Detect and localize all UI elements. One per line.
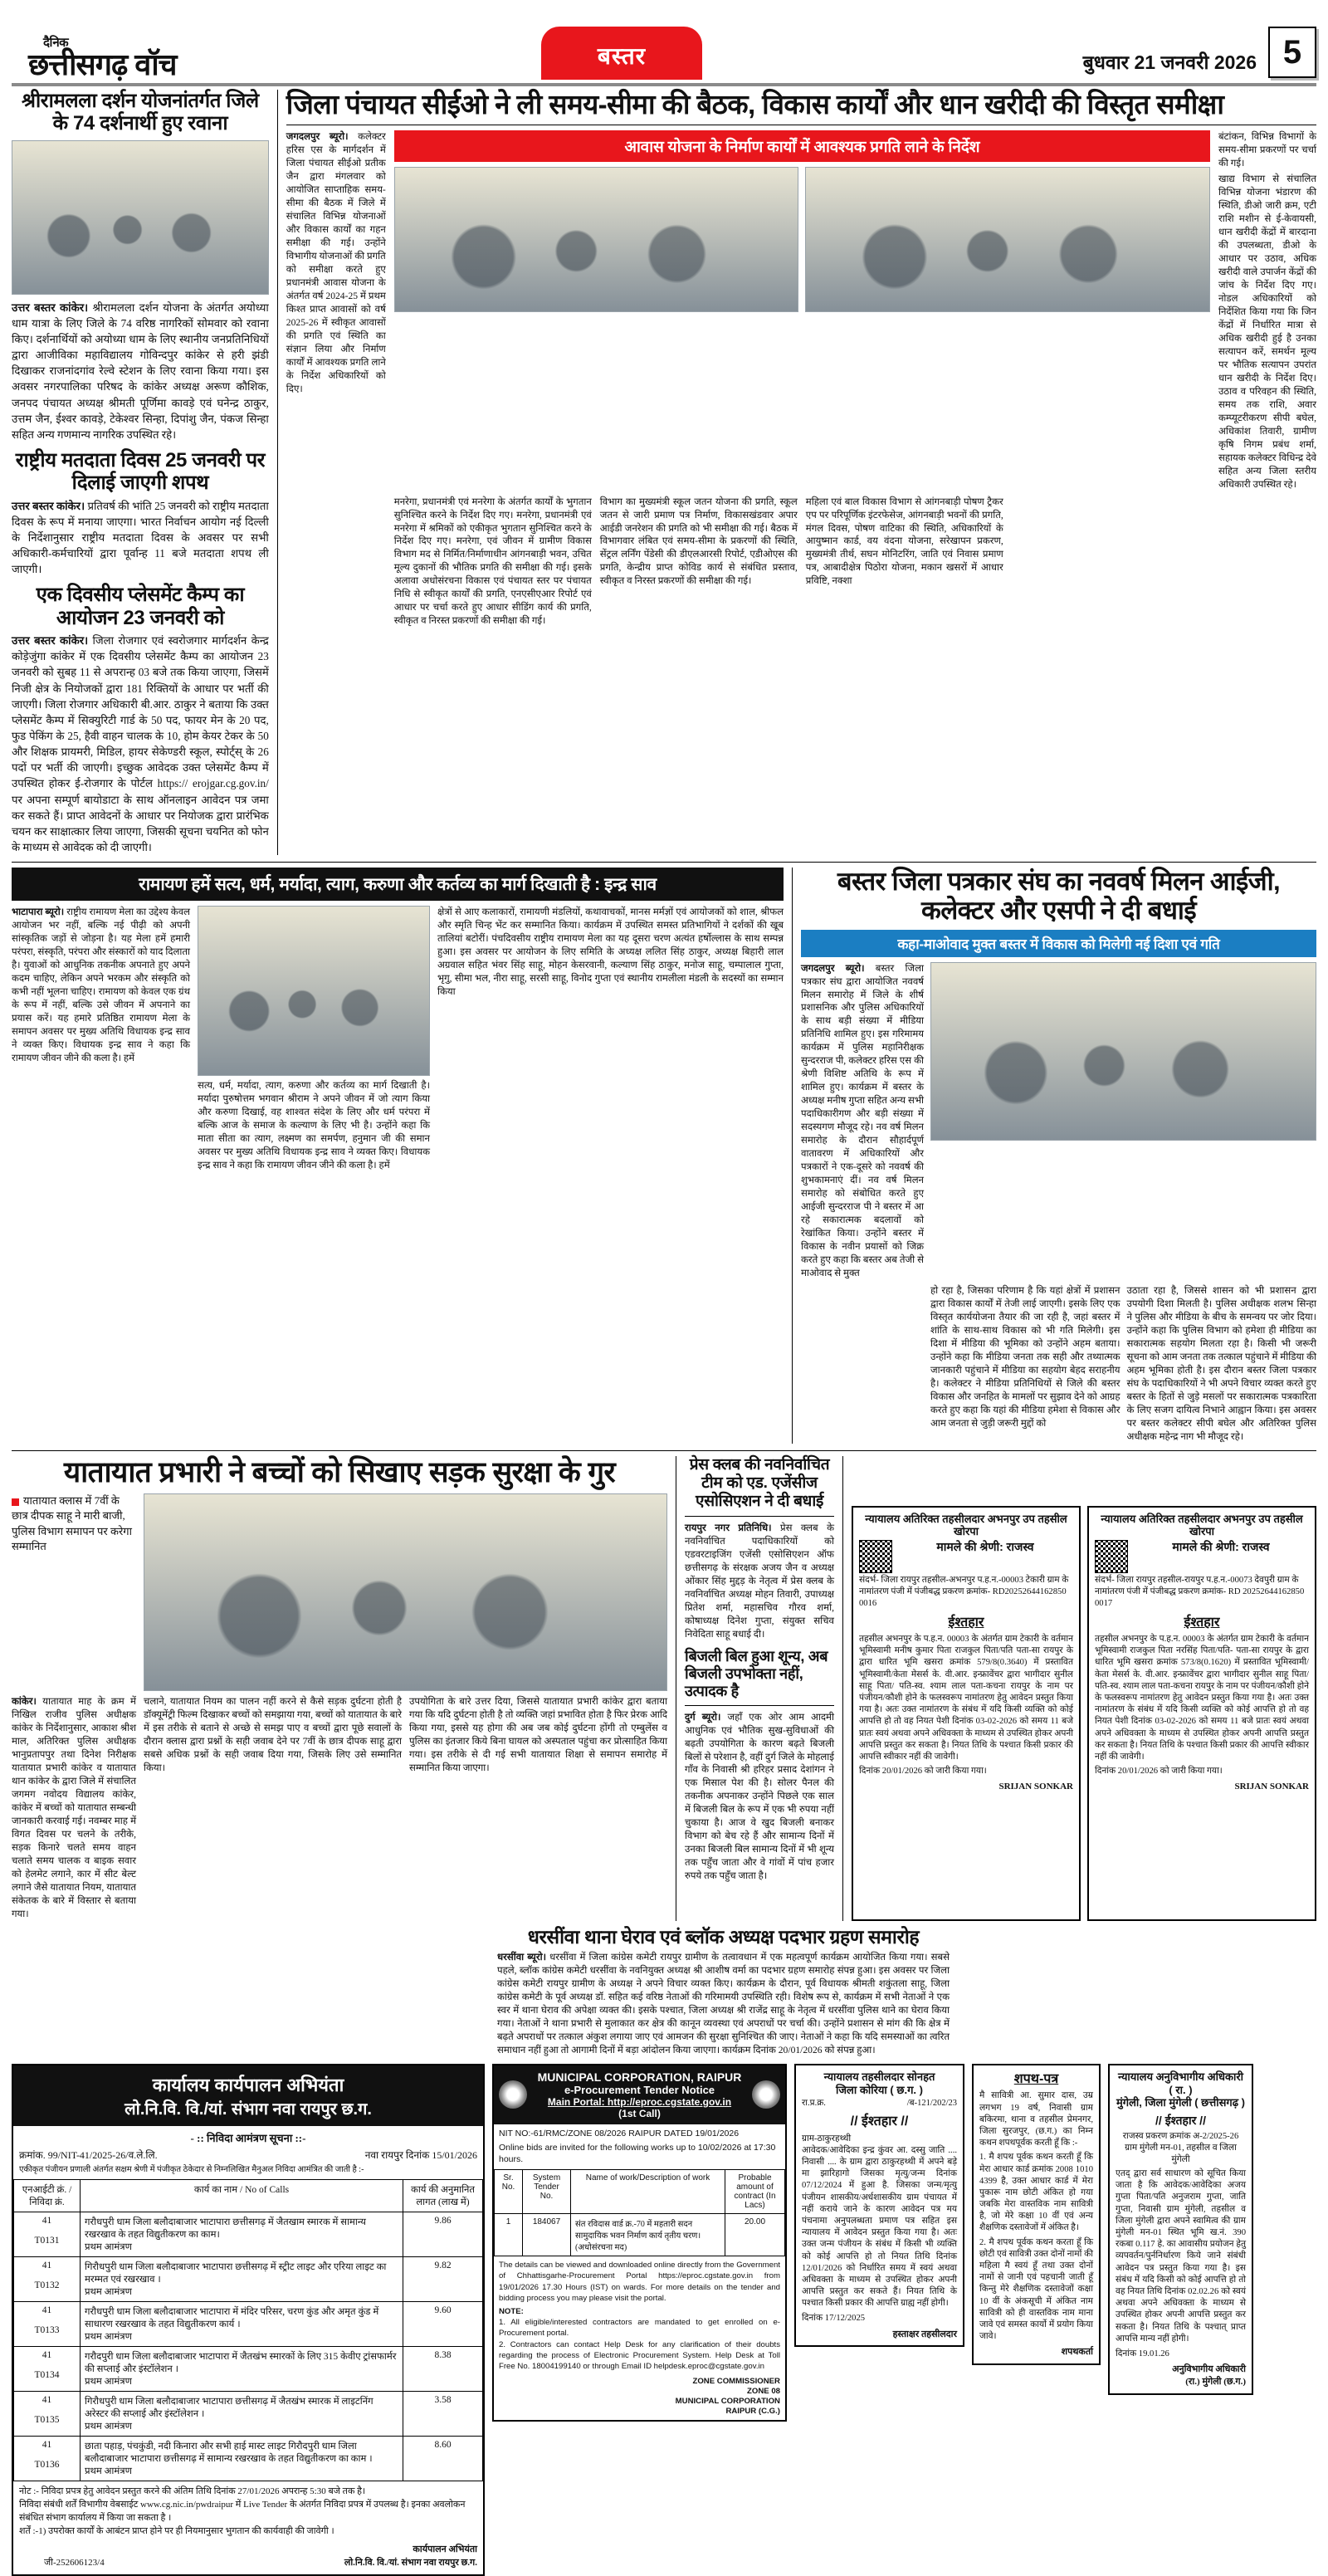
notice2-date: दिनांक 20/01/2026 को जारी किया गया।	[1095, 1767, 1223, 1777]
row1-work: गिरौधपुरी धाम जिला बलौदाबाजार भाटापारा छत्तीसगढ़ में स्ट्रीट लाइट और एरिया लाइट का मरम्मत एवं रखरखाव ।	[85, 2261, 387, 2285]
rmc-tender-box	[492, 2064, 787, 2422]
rmc-title: MUNICIPAL CORPORATION, RAIPUR	[537, 2070, 742, 2084]
rmc-zone2: ZONE 08	[747, 2387, 780, 2397]
notice-pair	[852, 1456, 1316, 1921]
notice-abhanpur-2	[1087, 1506, 1316, 1921]
table-row	[14, 2301, 483, 2346]
row4-work: गिरौधपुरी धाम जिला बलौदाबाजार भाटापारा छत्तीसगढ़ में जैतखंभ स्मारक में लाइटनिंग अरेस्टर की सप्लाई और इंस्टॉलेशन ।	[85, 2396, 374, 2419]
road-safety-section	[12, 1456, 1316, 1921]
pwd-note2: निविदा संबंधी शर्तें विभागीय वेबसाईट www.cg.nic.in/pwdraipur में Live Tender के अंतर्गत निविदा प्रपत्र में उपलब्ध है। इनका अवलोकन संबंधित संभाग कार्यालय में किया जा सकता है ।	[19, 2499, 466, 2523]
row3-call: प्रथम आमंत्रण	[85, 2376, 132, 2387]
rmc-zone1: ZONE COMMISSIONER	[692, 2377, 780, 2387]
pwd-title-2: लो.नि.वि. वि./यां. संभाग नवा रायपुर छ.ग.	[124, 2099, 372, 2119]
notice1-sign: SRIJAN SONKAR	[998, 1782, 1073, 1792]
rmc-portal: Main Portal: http://eproc.cgstate.gov.in	[547, 2095, 732, 2108]
lead-col3-text: विभाग का मुख्यमंत्री स्कूल जतन योजना की प्रगति, स्कूल जतन से जारी प्रमाण पत्र निर्माण, विकासखंडवार अपार आईडी जनरेशन की प्रगति को भी समीक्षा की गई। बैठक में विभागवार लंबित एवं समय-सीमा के प्रकरणों की स्थिति, सेंट्रल लर्निंग पेंडेसी की डीएलआरसी रिपोर्ट, एडीओएस की प्रगति, केन्द्रीय प्राप्त कोविड कार्य से संबंधित प्रस्ताव, स्वीकृत व निरस्त प्रकरणों की समीक्षा की गई।	[599, 496, 798, 587]
row3-cost: 8.38	[403, 2346, 483, 2391]
notice2-court: न्यायालय अतिरिक्त तहसीलदार अभनपुर उप तहसील खोरपा	[1101, 1512, 1303, 1538]
dharsiwa-dateline: धरसींवा ब्यूरो।	[497, 1952, 547, 1963]
notice-abhanpur-1	[852, 1506, 1081, 1921]
row5-cost: 8.60	[403, 2436, 483, 2481]
lead-col5-cont	[1012, 496, 1110, 628]
left-story2-headline: राष्ट्रीय मतदाता दिवस 25 जनवरी पर दिलाई जाएगी शपथ	[15, 448, 266, 495]
bottom-section	[12, 2064, 1316, 2576]
qr-code-icon	[859, 1540, 892, 1573]
press-club-dateline: रायपुर नगर प्रतिनिधि।	[685, 1523, 772, 1534]
mungeli-case-no: राजस्व प्रकरण क्रमांक अ-2/2025-26 ग्राम मुंगेली मन-01, तहसील व जिला मुंगेली	[1122, 2131, 1239, 2164]
lead-subhead-bar: आवास योजना के निर्माण कार्यों में आवश्यक प्रगति लाने के निर्देश	[394, 130, 1210, 162]
left-story2-text: प्रतिवर्ष की भांति 25 जनवरी को राष्ट्रीय मतदाता दिवस के रूप में मनाया जाएगा। भारत निर्वाचन आयोग नई दिल्ली के निर्देशानुसार राष्ट्रीय मतदाता दिवस के अवसर पर सभी अधिकारी-कर्मचारियों द्वारा पूर्वान्ह 11 बजे मतदाता शपथ ली जाएगी।	[12, 499, 269, 576]
rmc-emblem-icon-left	[499, 2080, 527, 2109]
lead-col4-text: महिला एवं बाल विकास विभाग से आंगनबाड़ी पोषण ट्रैकर एप पर परिपूर्णिक इंटरफेसेज, आंगनबाड़ी भवनों की प्रगति, मंगल दिवस, पोषण वाटिका की स्थिति, अधिकारियों के आयुष्मान कार्ड, वय वंदना योजना, सरेखापन प्रकरण, मुख्यमंत्री तीर्थ, सघन मोनिटरिंग, जाति एवं निवास प्रमाण पत्र, आबादीक्षेत्र पिठोरा योजना, मकान खसरों में आधार प्रविष्टि, नक्शा	[805, 496, 1003, 587]
mungeli-heading: // ईश्तहार //	[1155, 2113, 1206, 2127]
lead-col6-text: खाद्य विभाग से संचालित विभिन्न योजना भंडारण की स्थिति, डीओ जारी क्रम, एटी राशि मशीन से ई-केवायसी, धान खरीदी केंद्रों में बारदाना की उपलब्धता, डीओ के आधार पर उठाव, अधिक खरीदी वाले उपार्जन केंद्रों की जांच के निर्देश दिए गए। नोडल अधिकारियों को निर्देशित किया गया कि जिन केंद्रों में निर्धारित मात्रा से अधिक खरीदी हुई है उनका सत्यापन करें, समर्थन मूल्य पर भौतिक सत्यापन उपरांत धान खरीदी के निर्देश दिए। उठाव व परिवहन की स्थिति, समय तक राशि, अवार कम्प्यूटरीकरण सीपी बघेल, अधिकांश तिवारी, ग्रामीण कृषि निगम प्रबंध शर्मा, सहायक कलेक्टर विधिन्द्र देवे सहित अन्य जिला स्तरीय अधिकारी उपस्थित रहे।	[1218, 173, 1316, 490]
bijli-body	[685, 1711, 834, 1884]
rmc-tender-table	[494, 2169, 785, 2256]
row2-call: प्रथम आमंत्रण	[85, 2331, 132, 2342]
row2-tender: T0133	[34, 2324, 60, 2335]
press-club-body	[685, 1522, 834, 1641]
road-safety-col3-text: उपयोगिता के बारे उत्तर दिया, जिससे यातायात प्रभारी कांकेर द्वारा बताया गया कि यदि दुर्घटना होती है तो व्यक्ति जहां प्रभावित होता है फिर प्रेरक आदि किया गया, इससे यह होगा की अब जब कोई दुर्घटना होंगी तो एम्बुलेंस व पुलिस का इंतजार किये बिना घायल को अस्पताल पहुंचा कर प्रोत्साहित किया गया। इस तरीके से दी गई सभी यातायात शिक्षा से समापन समारोह में सम्मानित किया जाएगा।	[409, 1696, 667, 1774]
road-safety-bullet-text: यातायात क्लास में 7वीं के छात्र दीपक साहू ने मारी बाजी, पुलिस विभाग समापन पर करेगा सम्मानित	[12, 1494, 132, 1552]
rmc-row0-amount: 20.00	[725, 2214, 785, 2256]
notice-sonhat	[794, 2064, 964, 2347]
lead-col6-wrap	[1218, 130, 1316, 491]
left-story1-headline: श्रीरामलला दर्शन योजनांतर्गत जिले के 74 दर्शनार्थी हुए रवाना	[22, 90, 259, 135]
left-story1-text: श्रीरामलला दर्शन योजना के अंतर्गत अयोध्या धाम यात्रा के लिए जिले के 74 वरिष्ठ नागरिकों सोमवार को रवाना किए। दर्शनार्थियों को अयोध्या धाम के लिए स्थानीय जनप्रतिनिधियों द्वारा आजीविका महाविद्यालय गोविन्दपुर कांकेर से हरी झंडी दिखाकर राजनांदगांव रेल्वे स्टेशन के लिए रवाना किया गया। इस अवसर नगरपालिका परिषद के कांकेर अध्यक्ष अरूण कौशिक, जनपद पंचायत अध्यक्ष श्रीमती पूर्णिमा कावड़े एवं घनेन्द्र ठाकुर, उत्तम जैन, ईश्वर कावड़े, टेकेश्वर सिन्हा, दिपांशु जैन, पंकज सिन्हा सहित अन्य गणमान्य नागरिक उपस्थित रहे।	[12, 301, 269, 441]
road-safety-col0	[12, 1695, 136, 1921]
pwd-col-nit: एनआईटी क्रं. / निविदा क्रं.	[14, 2179, 81, 2212]
dharsiwa-headline: धरसींवा थाना घेराव एवं ब्लॉक अध्यक्ष पदभार ग्रहण समारोह	[527, 1925, 920, 1948]
rmc-note-head: NOTE:	[499, 2306, 524, 2316]
lead-photo-1	[394, 167, 799, 312]
left-story3-headline: एक दिवसीय प्लेसमेंट कैम्प का आयोजन 23 जनवरी को	[36, 584, 245, 629]
sonhat-sign: हस्ताक्षर तहसीलदार	[892, 2329, 957, 2339]
lead-top-row	[286, 130, 1316, 491]
left-story2-dateline: उत्तर बस्तर कांकेर।	[12, 499, 85, 512]
lead-col2-text: मनरेगा, प्रधानमंत्री एवं मनरेगा के अंतर्गत कार्यों के भुगतान सुनिश्चित करने के निर्देश दिए गए। मनरेगा, प्रधानमंत्री एवं मनरेगा में श्रमिकों को एकीकृत भुगतान सुनिश्चित करने के निर्देश दिए गए। मनरेगा, एवं जीवन में ग्रामीण विकास विभाग मद से निर्मित/निर्माणाधीन आंगनबाड़ी भवन, उचित मूल्य दुकानों की भौतिक प्रगति की समीक्षा की गई। इसके अलावा अधोसंरचना विकास एवं पंचायत स्तर पर पंचायत निधि से स्वीकृत कार्यों की प्रगति, एनएसीएआर रिपोर्ट एवं आधार पर चर्चा करते हुए आधार सीडिंग कार्य की प्रगति, स्वीकृत व निरस्त प्रकरणों की समीक्षा की गई।	[393, 496, 592, 627]
row0-tender: T0131	[34, 2235, 60, 2246]
dharsiwa-text: धरसींवा में जिला कांग्रेस कमेटी रायपुर ग्रामीण के तत्वावधान में एक महत्वपूर्ण कार्यक्रम आयोजित किया गया। सबसे पहले, ब्लॉक कांग्रेस कमेटी धरसींवा के नवनियुक्त अध्यक्ष श्री आशीष वर्मा का पदभार ग्रहण समारोह संपन्न हुआ। इस अवसर पर जिला कांग्रेस कमेटी रायपुर ग्रामीण के अध्यक्ष ने अपने विचार व्यक्त किए। कार्यक्रम के दौरान, पूर्व विधायक श्रीमती शकुंतला साहू, जिला कांग्रेस कमेटी के पूर्व अध्यक्ष डॉ. सहित कई वरिष्ठ नेताओं की गरिमामयी उपस्थिति रही। विशेष रूप से, कार्यक्रम में सभी नेताओं ने एक स्वर में थाना घेराव की अपेक्षा व्यक्त की। इसके पश्चात, जिला अध्यक्ष श्री राजेंद्र साहू के नेतृत्व में धरसींवा पुलिस थाने का घेराव किया गया। नेताओं ने थाना प्रभारी से मुलाकात कर क्षेत्र की कानून व्यवस्था एवं अपराधों पर चर्चा की। उन्होंने प्रशासन से मांग की कि क्षेत्र में बढ़ते अपराधों पर तत्काल अंकुश लगाया जाए एवं आमजन की सुरक्षा सुनिश्चित की जाए। नेताओं ने कहा कि यदि समस्याओं का त्वरित समाधान नहीं हुआ तो आगामी दिनों में बड़ा आंदोलन किया जाएगा। कार्यक्रम दिनांक 20/01/2026 को संपन्न हुआ।	[497, 1952, 950, 2055]
left-story1-photo	[12, 140, 269, 295]
ramayan-story	[12, 868, 784, 1444]
rmc-note2: 2. Contractors can contact Help Desk for any clarification of their doubts regarding the process of Electronic Procurement System. Help Desk at Toll Free No. 18004199140 or through Email ID helpdesk.eproc@cgstate.gov.in	[499, 2339, 780, 2372]
rmc-emblem-icon-right	[752, 2080, 780, 2109]
road-safety-col1-text: यातायात माह के क्रम में निखिल राजीव पुलिस अधीक्षक कांकेर के निर्देशानुसार, आकाश श्रीश माल, अतिरिक्त पुलिस अधीक्षक भानुप्रतापपुर तथा दिनेश निरीक्षक यातायात प्रभारी कांकेर व यातायात थान कांकेर के द्वारा जिले में संचालित जगमग नवोदय विद्यालय कांकेर, कांकेर में बच्चों को यातायात सम्बन्धी जानकारी करवाई गई। नवम्बर माह में विगत दिवस पर चलने के तरीके, सड़क किनारे चलते समय वाहन चलाते समय चालक व बाइक सवार को हेलमेट लगाने, कार में सीट बेल्ट लगाने जैसे यातायात नियम, यातायात संकेतक के बारे में विस्तार से बताया गया।	[12, 1696, 136, 1919]
left-story1-body	[12, 300, 269, 442]
sonhat-title-2: जिला कोरिया ( छ.ग. )	[836, 2083, 923, 2096]
lead-dateline: जगदलपुर ब्यूरो।	[286, 130, 349, 142]
patrakar-subhead-bar: कहा-माओवाद मुक्त बस्तर में विकास को मिलेगी नई दिशा एवं गति	[801, 930, 1316, 957]
press-club-story	[685, 1456, 834, 1921]
pwd-note3: शर्तें :-1) उपरोक्त कार्यों के आबंटन प्राप्त होने पर ही नियमानुसार भुगतान की कार्यवाही की जावेगी ।	[19, 2525, 334, 2536]
lead-col1	[286, 130, 386, 491]
section-banner-wrap	[261, 27, 983, 80]
left-story2-body	[12, 498, 269, 578]
ramayan-col3-text: क्षेत्रों से आए कलाकारों, रामायणी मंडलियों, कथावाचकों, मानस मर्मज्ञों एवं आयोजकों को शाल, श्रीफल और स्मृति चिन्ह भेंट कर सम्मानित किया। कार्यक्रम में उपस्थित समस्त प्रतिभागियों ने दर्शकों की खूब तालियां बटोरीं। पंचदिवसीय राष्ट्रीय रामायण मेला का यह दूसरा चरण अत्यंत हर्षोल्लास के साथ सम्पन्न हुआ। इस अवसर पर आयोजन के लिए समिति के अध्यक्ष ललित सिंह ठाकुर, अध्यक्ष बिहारी लाल अग्रवाल सहित भंवर सिंह साहू, मोहन केसरवानी, कल्याण सिंह ठाकुर, मनोज साहू, चम्पालाल गुप्ता, भृगु, सीमा भल, नीरा साहू, सरसी साहू, विनोद गुप्ता एवं स्थानीय रामलीला मंडली के सदस्यों का सम्मान किया	[437, 907, 784, 997]
table-row	[14, 2391, 483, 2436]
notice-affidavit	[972, 2064, 1101, 2365]
column-separator-2	[792, 868, 793, 1444]
notice2-heading: ईश्तहार	[1184, 1615, 1220, 1630]
pwd-tender-header	[13, 2065, 483, 2126]
bullet-square-icon	[12, 1498, 19, 1506]
page-number: 5	[1268, 27, 1316, 78]
road-safety-story	[12, 1456, 667, 1921]
bijli-dateline: दुर्ग ब्यूरो।	[685, 1711, 721, 1723]
sonhat-case-no: /ब-121/202/23	[906, 2099, 957, 2109]
table-row	[14, 2212, 483, 2256]
row2-work: गरौधपुरी धाम जिला बलौदाबाजार भाटापारा में मंदिर परिसर, चरण कुंड और अमृत कुंड में साधारण रखरखाव के तहत विद्युतीकरण कार्य ।	[85, 2306, 379, 2329]
masthead	[12, 8, 1316, 80]
sonhat-village: ग्राम-ठाकुरहथ्थी	[802, 2134, 852, 2143]
affidavit-title: शपथ-पत्र	[1013, 2071, 1059, 2086]
bijli-rule	[685, 1705, 834, 1706]
ramayan-headline: रामायण हमें सत्य, धर्म, मर्यादा, त्याग, करुणा और कर्तव्य का मार्ग दिखाती है : इन्द्र साव	[12, 868, 784, 901]
notice1-heading: ईश्तहार	[948, 1615, 984, 1630]
pwd-tender-table	[13, 2179, 483, 2481]
rmc-nit-line: NIT NO:-61/RMC/ZONE 08/2026 RAIPUR DATED 19/01/2026	[499, 2128, 740, 2139]
ramayan-photo	[198, 906, 430, 1076]
notice2-sign: SRIJAN SONKAR	[1234, 1782, 1309, 1792]
pwd-col-work: कार्य का नाम / No of Calls	[81, 2179, 403, 2212]
rmc-call: (1st Call)	[618, 2107, 661, 2119]
publication-logo	[12, 37, 261, 80]
road-safety-bottom	[12, 1695, 667, 1921]
ramayan-col1	[12, 906, 190, 1172]
patrakar-col1-cont	[801, 1284, 924, 1444]
notice1-body: तहसील अभनपुर के प.ह.न. 00003 के अंतर्गत ग्राम टेकारी के वर्तमान भूमिस्वामी मनीष कुमार पिता राजकुल पिता/पति पता-सा रायपुर के द्वारा धारित भूमि खसरा क्रमांक 579/8(0.3640) में प्रस्तावित भूमिस्वामी/केता मेसर्स के. वी.आर. इन्फ्रावेंचर द्वारा भागीदार सुनील साहू पिता/ पति-स्व. श्याम लाल पता-कचना रायपुर के नाम पर पंजीयन/कौशी होने के फलस्वरूप नामांतरण हेतु आवेदन प्रस्तुत किया गया है। अतः उक्त नामांतरण के संबंध में यदि किसी व्यक्ति को कोई आपत्ति हो तो वह नियत पेशी दिनांक 03-02-2026 को समय 11 बजे प्रातः स्वयं अथवा अपने अधिवक्ता के माध्यम से उपस्थित होकर अपनी आपत्ति प्रस्तुत कर सकता है। नियत तिथि के पश्चात किसी प्रकार की आपत्ति स्वीकार नहीं की जावेगी।	[859, 1635, 1073, 1762]
lead-bottom-row	[286, 496, 1316, 628]
rmc-zone3: MUNICIPAL CORPORATION	[675, 2397, 780, 2407]
column-separator-1	[277, 90, 278, 855]
patrakar-headline: बस्तर जिला पत्रकार संघ का नववर्ष मिलन आईजी, कलेक्टर और एसपी ने दी बधाई	[837, 867, 1281, 925]
rmc-row0-work: संत रविदास वार्ड क्र.-70 में महतारी सदन सामुदायिक भवन निर्माण कार्य तृतीय चरण। (अधोसंरचना मद)	[571, 2214, 725, 2256]
dharsiwa-story	[497, 1926, 950, 2057]
row4-nit: 41	[42, 2394, 52, 2405]
rmc-table-header-row	[495, 2170, 785, 2214]
table-row	[14, 2436, 483, 2481]
lead-photo-row	[394, 167, 1210, 312]
rmc-col-work: Name of work/Description of work	[571, 2170, 725, 2214]
road-safety-photo	[144, 1493, 667, 1691]
patrakar-photo	[930, 962, 1316, 1141]
row5-tender: T0136	[34, 2459, 60, 2470]
mungeli-body: एतद् द्वारा सर्व साधारण को सूचित किया जाता है कि आवेदक/आवेदिका अजय गुप्ता पिता/पति अनुजराम गुप्ता, जाति गुप्ता, निवासी ग्राम मुंगेली, तहसील व जिला मुंगेली द्वारा अपने स्वामित्व की ग्राम मुंगेली मन-01 स्थित भूमि ख.नं. 390 रकबा 0.117 हे. का आवासीय प्रयोजन हेतु व्यपवर्तन/पुर्ननिर्धारण किये जाने संबंधी आवेदन पत्र प्रस्तुत किया गया है। इस संबंध में यदि किसी को कोई आपत्ति हो तो वह नियत तिथि दिनांक 02.02.26 को स्वयं अथवा अपने अधिवक्ता के माध्यम से उपस्थित होकर अपनी आपत्ति प्रस्तुत कर सकता है। नियत तिथि के पश्चात् प्राप्त आपत्ति मान्य नहीं होगी।	[1116, 2169, 1246, 2344]
affidavit-sign: शपथकर्ता	[1061, 2347, 1093, 2358]
row1-cost: 9.82	[403, 2256, 483, 2301]
row4-cost: 3.58	[403, 2391, 483, 2436]
mungeli-title-1: न्यायालय अनुविभागीय अधिकारी ( रा. )	[1117, 2070, 1244, 2096]
mungeli-sign-1: अनुविभागीय अधिकारी	[1172, 2364, 1246, 2375]
affidavit-point2: 2. मै शपथ पूर्वक कथन करता हूँ कि छोटी एवं सावित्री उक्त दोनों नामों की महिला मै स्वयं हूँ तथा उक्त दोनों नामों से जानी एवं पहचानी जाती हूँ किन्तु मेरे शैक्षणिक दस्तावेजों कक्षा 10 वीं के अंकसूची में अंकित नाम सावित्री को ही वास्तविक नाम माना जावे एवं समस्त कार्यो में प्रयोग किया जावे।	[979, 2237, 1093, 2342]
lead-photo-2	[805, 167, 1210, 312]
pwd-col-cost: कार्य की अनुमानित लागत (लाख में)	[403, 2179, 483, 2212]
press-club-headline: प्रेस क्लब की नवनिर्वाचित टीम को एड. एजेंसीज एसोसिएशन ने दी बधाई	[689, 1455, 830, 1511]
pwd-sign2: लो.नि.वि. वि./यां. संभाग नवा रायपुर छ.ग.	[344, 2557, 477, 2568]
section-rule-2	[12, 1450, 1316, 1451]
rmc-col-tender: System Tender No.	[523, 2170, 571, 2214]
mungeli-sign-2: (रा.) मुंगेली (छ.ग.)	[1185, 2376, 1246, 2387]
left-story3-body	[12, 633, 269, 855]
affidavit-body: मै सावित्री आ. सुमार दास, उम्र लगभग 19 वर्ष, निवासी ग्राम बकिरमा, थाना व तहसील प्रेमनगर, जिला सुरजपुर, (छ.ग.) का निम्न कथन शपथपूर्वक करती हूँ कि :-	[979, 2091, 1093, 2148]
affidavit-point1: 1. मै शपथ पूर्वक कथन करती हूँ कि मेरा आधार कार्ड क्रमांक 2008 1010 4399 है, उक्त आधार कार्ड में मेरा पुकारू नाम छोटी अंकित हो गया जबकि मेरा वास्तविक नाम सावित्री है, जो मेरे कक्षा 10 वीं एवं अन्य शैक्षणिक दस्तावेजों में अंकित है।	[979, 2153, 1093, 2233]
pwd-tender-box	[12, 2064, 485, 2576]
dharsiwa-section	[12, 1926, 1316, 2057]
mungeli-title-2: मुंगेली, जिला मुंगेली ( छत्तीसगढ़ )	[1116, 2096, 1245, 2109]
sonhat-case-label: रा.प्र.क्र.	[802, 2099, 826, 2109]
rmc-row0-sr: 1	[495, 2214, 523, 2256]
rmc-col-amount: Probable amount of contract (In Lacs)	[725, 2170, 785, 2214]
top-section	[12, 90, 1316, 855]
rmc-note1: 1. All eligible/interested contractors are mandated to get enrolled on e-Procurement portal.	[499, 2318, 780, 2339]
row2-nit: 41	[42, 2305, 52, 2315]
patrakar-bottom	[801, 1284, 1316, 1444]
lead-col5-text: बंटांकन, विभिन्न विभागों के समय-सीमा प्रकरणों पर चर्चा की गई।	[1218, 130, 1316, 169]
row1-tender: T0132	[34, 2280, 60, 2290]
pwd-note1: नोट :- निविदा प्रपत्र हेतु आवेदन प्रस्तुत करने की अंतिम तिथि दिनांक 27/01/2026 अपरान्ह 5:30 बजे तक है।	[19, 2486, 366, 2496]
notice-mungeli	[1108, 2064, 1253, 2395]
row3-nit: 41	[42, 2349, 52, 2360]
road-safety-bullet	[12, 1493, 136, 1691]
row4-call: प्रथम आमंत्रण	[85, 2421, 132, 2432]
left-story3-dateline: उत्तर बस्तर कांकेर।	[12, 634, 89, 648]
lead-col1-text: कलेक्टर हरिस एस के मार्गदर्शन में जिला पंचायत सीईओ प्रतीक जैन द्वारा मंगलवार को आयोजित साप्ताहिक समय-सीमा की बैठक में जिले में संचालित विभिन्न योजनाओं और विकास कार्यों का गहन समीक्षा की गई। उन्होंने विभागीय योजनाओं की प्रगति को समीक्षा करते हुए प्रधानमंत्री आवास योजना के अंतर्गत वर्ष 2024-25 में प्रथम किश्त प्राप्त आवासों को वर्ष 2025-26 में स्वीकृत आवासों की प्रगति एवं स्थिति का संज्ञान लिया और निर्माण कार्यों में आवश्यक प्रगति लाने के निर्देश अधिकारियों को दिए।	[286, 130, 386, 394]
pwd-ref-no: क्रमांक. 99/NIT-41/2025-26/व.ले.लि.	[19, 2148, 158, 2161]
ramayan-col2-text: सत्य, धर्म, मर्यादा, त्याग, करुणा और कर्तव्य का मार्ग दिखाती है। मर्यादा पुरुषोत्तम भगवान श्रीराम ने अपने जीवन में जो त्याग किया और करुणा दिखाई, वह शाश्वत संदेश के लिए और धर्म परंपरा में बल्कि आज के समाज के कल्याण के लिए भी है। उन्होंने कहा कि माता सीता का त्याग, लक्ष्मण का समर्पण, हनुमान जी की समान अवसर पर मुख्य अतिथि विधायक इन्द्र साव ने व्यक्त किए। विधायक इन्द्र साव ने कहा कि रामायण जीवन जीने की कला है। हमें	[198, 1080, 430, 1171]
lead-headline: जिला पंचायत सीईओ ने ली समय-सीमा की बैठक, विकास कार्यों और धान खरीदी की विस्तृत समीक्षा	[286, 89, 1224, 120]
rmc-details: The details can be viewed and downloaded online directly from the Government of Chhattisgarhe-Procurement Portal https://eproc.cgstate.gov.in from 19/01/2026 17.30 Hours (IST) on wards. For more details on the tender and bidding process you may please visit the portal.	[499, 2261, 780, 2303]
ramayan-col1-text: राष्ट्रीय रामायण मेला का उद्देश्य केवल आयोजन भर नहीं, बल्कि नई पीढ़ी को अपनी सांस्कृतिक जड़ों से जोड़ना है। यह मेला हमें हमारी परंपरा, संस्कृति, परंपरा और संस्कारों को याद दिलाता है। युवाओं को आधुनिक तकनीक अपनाते हुए अपने कदम चाहिए, लेकिन अपने भरकम और संस्कृति को कभी नहीं भूलना चाहिए। रामायण को केवल एक ग्रंथ के रूप में नहीं, बल्कि उसे जीवन में अपनाने का प्रयास करें। यह हमारे प्रतिष्ठित रामायण मेला के समापन अवसर पर मुख्य अतिथि विधायक इन्द्र साव ने व्यक्त किए। विधायक इन्द्र साव ने कहा कि रामायण जीवन जीने की कला है। हमें	[12, 907, 191, 1063]
column-separator-4	[842, 1456, 843, 1921]
row0-cost: 9.86	[403, 2212, 483, 2256]
row1-nit: 41	[42, 2260, 52, 2270]
row0-call: प्रथम आमंत्रण	[85, 2241, 132, 2252]
sonhat-date: दिनांक 17/12/2025	[802, 2314, 866, 2324]
ramayan-dateline: भाटापारा ब्यूरो।	[12, 907, 65, 918]
rmc-subtitle: e-Procurement Tender Notice	[564, 2083, 715, 2096]
rmc-col-sr: Sr. No.	[495, 2170, 523, 2214]
pwd-table-header-row	[14, 2179, 483, 2212]
pwd-title-1: कार्यालय कार्यपालन अभियंता	[152, 2074, 344, 2095]
left-column	[12, 90, 269, 855]
issue-date: बुधवार 21 जनवरी 2026	[1082, 51, 1257, 73]
pwd-subtitle: - :: निविदा आमंत्रण सूचना ::-	[190, 2131, 306, 2144]
section-rule-1	[12, 862, 1316, 863]
middle-section	[12, 868, 1316, 1444]
pwd-intro: एकीकृत पंजीयन प्रणाली अंतर्गत सक्षम श्रेणी में पंजीकृत ठेकेदार से निम्नलिखित मैनुअल निविदा आमंत्रित की जाती है :-	[19, 2164, 364, 2174]
masthead-rule	[12, 83, 1316, 86]
table-row	[495, 2214, 785, 2256]
row1-call: प्रथम आमंत्रण	[85, 2286, 132, 2297]
press-club-rule	[685, 1516, 834, 1517]
sonhat-body: आवेदक/आवेदिका इन्द्र कुंवर आ. दस्सु जाति .... निवासी .... के ग्राम द्वारा ठाकुरहथ्थी में अपने बड़े मा झारिहागो जिसका मृत्यु/जन्म दिनांक 07/12/2024 में हुआ है. जिसका जन्म/मृत्यु पंजीयन शासकीय/अर्धशासकीय ग्राम पंचायत में नहीं कराये जाने के कारण आवेदन पत्र मय पंचनामा अनुपलब्धता प्रमाण पत्र सहित इस न्यायालय में आवेदन प्रस्तुत किया गया है। अतः उक्त जन्म पंजीयन के संबंध में किसी भी व्यक्ति को कोई आपत्ति हो तो नियत तिथि दिनांक 12/01/2026 को निर्धारित समय में स्वयं अथवा अधिवक्ता के माध्यम से उपस्थित होकर अपनी आपत्ति प्रस्तुत कर सकते हैं। नियत तिथि के पश्चात किसी प्रकार की आपत्ति ग्राह्य नहीं होगी।	[802, 2145, 957, 2309]
section-banner: बस्तर	[541, 27, 702, 80]
notice1-ref: संदर्भ- जिला रायपुर तहसील-अभनपुर प.ह.न.-00003 टेकारी ग्राम के नामांतरण पंजी में पंजीबद्ध प्रकरण क्रमांक- RD20252644162850 0016	[859, 1576, 1069, 1609]
patrakar-top	[801, 962, 1316, 1281]
table-row	[14, 2346, 483, 2391]
mungeli-date: दिनांक 19.01.26	[1116, 2349, 1169, 2358]
lead-center-block	[394, 130, 1210, 491]
notice2-ref: संदर्भ- जिला रायपुर तहसील-रायपुर प.ह.न.-00073 देवपुरी ग्राम के नामांतरण पंजी में पंजीबद्ध प्रकरण क्रमांक- RD 20252644162850 0017	[1095, 1576, 1305, 1609]
row2-cost: 9.60	[403, 2301, 483, 2346]
rmc-invite: Online bids are invited for the following works up to 10/02/2026 at 17:30 hours.	[499, 2142, 776, 2165]
left-story3-text: जिला रोजगार एवं स्वरोजगार मार्गदर्शन केन्द्र कोड़ेजुंगा कांकेर में एक दिवसीय प्लेसमेंट कैम्प का आयोजन 23 जनवरी को सुबह 11 से अपरान्ह 03 बजे तक किया जाएगा, जिसमें निजी क्षेत्र के नियोजकों द्वारा 181 रिक्तियों के आधार पर भर्ती की जाएगी। जिला रोजगार अधिकारी बी.आर. ठाकुर ने बताया कि उक्त प्लेसमेंट कैम्प में सिक्युरिटी गार्ड के 50 पद, फायर मेन के 20 पद, फुड पेकिंग के 25, हैवी वाहन चालक के 10, होम केयर टेकर के 50 और शिक्षक प्रायमरी, मिडिल, हायर सेकेण्डरी स्कूल, स्पोर्ट्स् के 26 पदों पर भर्ती की जाएगी। इच्छुक आवेदक उक्त प्लेसमेंट कैम्प में उपस्थित होकर ई-रोजगार के पोर्टल https:// erojgar.cg.gov.in/ पर अपना सम्पूर्ण बायोडाटा के साथ ऑनलाइन आवेदन पत्र जमा कर सकते हैं। प्राप्त आवेदनों के आधार पर नियोजक द्वारा प्रारंभिक चयन कर साक्षात्कार लिया जाएगा, जिसकी सूचना चयनित को फोन के माध्यम से आवेदक को दी जाएगी।	[12, 634, 269, 853]
road-safety-top	[12, 1493, 667, 1691]
table-row	[14, 2256, 483, 2301]
rmc-zone4: RAIPUR (C.G.)	[725, 2407, 780, 2417]
patrakar-col2-text: हो रहा है, जिसका परिणाम है कि यहां क्षेत्रों में प्रशासन द्वारा विकास कार्यों में तेजी लाई जाएगी। इसके लिए एक विस्तृत कार्ययोजना तैयार की जा रही है, जहां बस्तर में शांति के साथ-साथ विकास को भी गति मिलेगी। इस दिशा में मीडिया की भूमिका को उन्होंने अहम बताया। उन्होंने कहा कि मीडिया जनता तक सही और तथ्यात्मक जानकारी पहुंचाने में मीडिया का सहयोग बेहद सराहनीय है। कलेक्टर ने मीडिया प्रतिनिधियों से जिले की बस्तर विकास और जनहित के मामलों पर सुझाव देने को आग्रह करते हुए कहा कि यहां की मीडिया हमेशा से विकास और आम जनता से जुड़ी जरूरी मुद्दों को	[930, 1285, 1120, 1429]
patrakar-story	[801, 868, 1316, 1444]
patrakar-dateline: जगदलपुर ब्यूरो।	[801, 962, 865, 974]
patrakar-col1-text: बस्तर जिला पत्रकार संघ द्वारा आयोजित नववर्ष मिलन समारोह में जिले के शीर्ष प्रशासनिक और पुलिस अधिकारियों के साथ बड़ी संख्या में मीडिया प्रतिनिधि शामिल हुए। इस गरिमामय कार्यक्रम में पुलिस महानिरीक्षक सुन्दरराज पी, कलेक्टर हरिस एस की श्रेणी विशिष्ट अतिथि के रूप में शामिल हुए। कार्यक्रम में बस्तर के अध्यक्ष मनीष गुप्ता सहित अन्य सभी पदाधिकारीगण और बड़ी संख्या में सदस्यगण मौजूद रहे। नव वर्ष मिलन समारोह के दौरान सौहार्दपूर्ण वातावरण में अधिकारियों और पत्रकारों ने एक-दूसरे को नववर्ष की शुभकामनाएं दीं। नव वर्ष मिलन समारोह को संबोधित करते हुए आईजी सुन्दरराज पी ने बस्तर में आ रहे सकारात्मक बदलावों को रेखांकित किया। उन्होंने बस्तर में विकास के नवीन प्रयासों को जिक्र करते हुए कहा कि बस्तर अब तेजी से माओवाद से मुक्त	[801, 962, 924, 1279]
left-story1-dateline: उत्तर बस्तर कांकेर।	[12, 301, 89, 314]
pwd-sign1: कार्यपालन अभियंता	[413, 2544, 477, 2554]
logo-small-text: दैनिक	[43, 37, 69, 50]
pwd-place-date: नवा रायपुर दिनांक 15/01/2026	[364, 2148, 477, 2161]
notice1-date: दिनांक 20/01/2026 को जारी किया गया।	[859, 1767, 987, 1777]
patrakar-col1	[801, 962, 924, 1281]
rmc-row0-tender: 184067	[523, 2214, 571, 2256]
lead-col1-cont	[286, 496, 386, 628]
patrakar-col3-text: उठाता रहा है, जिससे शासन को भी प्रशासन द्वारा उपयोगी दिशा मिलती है। पुलिस अधीक्षक शलभ सिन्हा ने पुलिस और मीडिया के बीच के समन्वय पर जोर दिया। उन्होंने कहा कि पुलिस विभाग को हमेशा ही मीडिया का सकारात्मक सहयोग मिलता रहा है। किसी भी जरूरी सूचना को आम जनता तक तत्काल पहुंचाने में मीडिया की अहम भूमिका होती है। इस दौरान बस्तर जिला पत्रकार संघ के पदाधिकारियों ने भी अपने विचार व्यक्त करते हुए बस्तर के हितों से जुड़े मसलों पर सकारात्मक पत्रकारिता के लिए सजग दायित्व निभाने आह्वान किया। इस अवसर पर बस्तर कलेक्टर सीपी बघेल और अतिरिक्त पुलिस अधीक्षक महेन्द्र नाग भी मौजूद रहे।	[1126, 1285, 1316, 1442]
pwd-gcode: जी-252606123/4	[44, 2557, 105, 2568]
row3-tender: T0134	[34, 2369, 60, 2380]
row3-work: गरौदपुरी धाम जिला बलौदाबाजार भाटापारा में जैतखंभ स्मारकों के लिए 315 केवीए ट्रांसफार्मर की सप्लाई और इंस्टॉलेशन ।	[85, 2351, 397, 2374]
notice1-category: मामले की श्रेणी: राजस्व	[936, 1540, 1034, 1554]
ramayan-cols	[12, 906, 784, 1172]
lead-and-right	[286, 90, 1316, 855]
row5-call: प्रथम आमंत्रण	[85, 2466, 132, 2476]
row5-nit: 41	[42, 2439, 52, 2450]
road-safety-headline: यातायात प्रभारी ने बच्चों को सिखाए सड़क सुरक्षा के गुर	[63, 1455, 616, 1488]
row0-nit: 41	[42, 2215, 52, 2226]
row4-tender: T0135	[34, 2414, 60, 2425]
dharsiwa-body	[497, 1951, 950, 2057]
road-safety-col2-text: चलाने, यातायात नियम का पालन नहीं करने से कैसे सड़क दुर्घटना होती है डॉक्यूमेंट्री फिल्म दिखाकर बच्चों को समझाया गया, बच्चों को यातायात के बारे में इस तरीके से बताने से अच्छे से समझ पाए व बच्चों द्वारा पूछे सवालों के दौरान क्लास द्वारा प्रश्नों के सही जवाब देने पर 7वीं के छात्र दीपक साहू द्वारा सबसे अधिक प्रश्नों के सही जवाब दिया गया, जिसके लिए उसे सम्मानित किया।	[144, 1696, 402, 1774]
row0-work: गरौधपुरी धाम जिला बलौदाबाजार भाटापारा छत्तीसगढ़ में जैतखाम स्मारक में सामान्य रखरखाव के तहत विद्युतीकरण का काम।	[85, 2217, 366, 2240]
sonhat-title-1: न्यायालय तहसीलदार सोनहत	[823, 2070, 935, 2083]
sonhat-heading: // ईश्तहार //	[850, 2114, 909, 2129]
bijli-text: जहाँ एक ओर आम आदमी आधुनिक एवं भौतिक सुख-सुविधाओं की बढ़ती उपयोगिता के कारण बढ़ते बिजली बिलों से परेशान है, वहीं दुर्ग जिले के मोहलाई गाँव के निवासी श्री हरिहर प्रसाद देशांगन ने एक मिसाल पेश की है। सोलर पैनल की तकनीक अपनाकर उन्होंने पिछले एक साल में बिजली बिल के रूप में एक भी रुपया नहीं चुकाया है। आज वे खुद बिजली बनाकर विभाग को बेच रहे हैं और सामान्य दिनों में उनका बिजली बिल सामान्य दिनों में भी शून्य तक पहुँच जाता और वे गांवों में पांच हजार रुपये तक पहुँच जाता है।	[685, 1711, 834, 1882]
row5-work: छाता पहाड़, पंचकुंडी, नदी किनारा और सभी हाई मास्ट लाइट गिरौदपुरी धाम जिला बलौदाबाजार भाटापारा छत्तीसगढ़ में सामान्य रखरखाव के तहत विद्युतीकरण का काम ।	[85, 2441, 373, 2464]
notice2-category: मामले की श्रेणी: राजस्व	[1172, 1540, 1270, 1554]
logo-main-text: छत्तीसगढ़ वॉच	[28, 47, 177, 81]
bijli-headline: बिजली बिल हुआ शून्य, अब बिजली उपभोक्ता नहीं, उत्पादक है	[685, 1647, 828, 1699]
ramayan-photo-wrap	[198, 906, 430, 1172]
press-club-text: प्रेस क्लब के नवनिर्वाचित पदाधिकारियों को एडवरटाइजिंग एजेंसी एसोसिएशन ऑफ छत्तीसगढ़ के संरक्षक अजय जैन व अध्यक्ष ओंकार सिंह मुद्दड़ के नेतृत्व में प्रेस क्लब के नवनिर्वाचित अध्यक्ष मोहन तिवारी, उपाध्यक्ष प्रितेश शर्मा, महासचिव गौरव शर्मा, कोषाध्यक्ष दिनेश गुप्ता, संयुक्त सचिव निवेदिता साहू बधाई दी।	[685, 1523, 834, 1640]
notice1-court: न्यायालय अतिरिक्त तहसीलदार अभनपुर उप तहसील खोरपा	[865, 1512, 1067, 1538]
qr-code-icon-2	[1095, 1540, 1128, 1573]
notice2-body: तहसील अभनपुर के प.ह.न. 00003 के अंतर्गत ग्राम टेकारी के वर्तमान भूमिस्वामी राजकुल पिता नरसिंह पिता/पति- पता-सा रायपुर के द्वारा धारित भूमि खसरा क्रमांक 573/8(0.1620) में प्रस्तावित भूमिस्वामी/केता मेसर्स के. वी.आर. इन्फ्रावेंचर द्वारा भागीदार सुनील साहू पिता/पति-स्व. श्याम लाल पता-कचना रायपुर के नाम पर पंजीयन/कौशी होने के फलस्वरूप नामांतरण हेतु आवेदन प्रस्तुत किया गया है। अतः उक्त नामांतरण के संबंध में यदि किसी व्यक्ति को कोई आपत्ति हो तो वह नियत पेशी दिनांक 03-02-2026 को समय 11 बजे प्रातः स्वयं अथवा अपने अधिवक्ता के माध्यम से उपस्थित होकर अपनी आपत्ति प्रस्तुत कर सकता है। नियत तिथि के पश्चात किसी प्रकार की आपत्ति स्वीकार नहीं की जावेगी।	[1095, 1635, 1309, 1762]
road-safety-dateline: कांकेर।	[12, 1696, 37, 1708]
